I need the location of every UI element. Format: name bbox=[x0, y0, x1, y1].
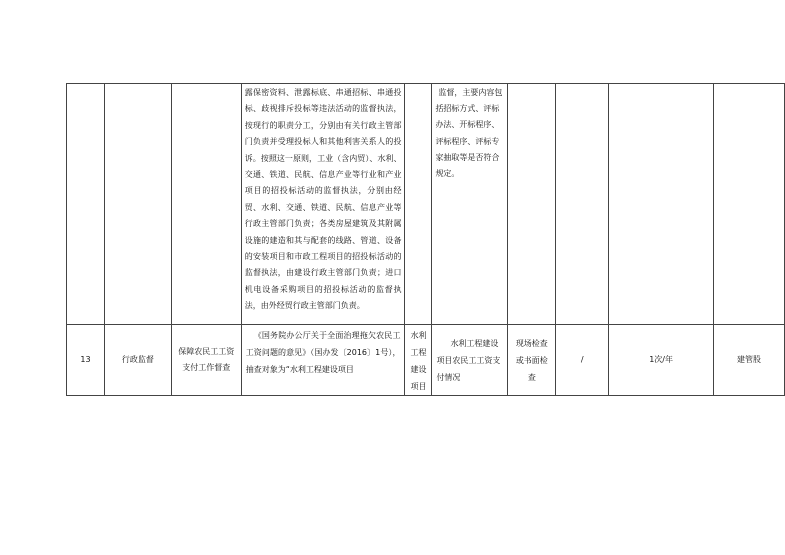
cell-method-empty bbox=[508, 84, 556, 325]
cell-basis: 《国务院办公厅关于全面治理拖欠农民工工资问题的意见》（国办发〔2016〕1号），抽查对象为“水利工程建设项目 bbox=[241, 325, 405, 396]
table-row-13 bbox=[67, 325, 785, 396]
cell-number: 13 bbox=[67, 325, 105, 396]
cell-ratio: / bbox=[556, 325, 609, 396]
cell-content: 水利工程建设项目农民工工资支付情况 bbox=[432, 325, 508, 396]
cell-category: 行政监督 bbox=[104, 325, 171, 396]
cell-content: 监督，主要内容包括招标方式、评标办法、开标程序、评标程序、评标专家抽取等是否符合规定。 bbox=[432, 84, 508, 325]
table-row-continued bbox=[67, 84, 785, 325]
cell-basis: 露保密资料、泄露标底、串通招标、串通投标、歧视排斥投标等违法活动的监督执法，按现行的职责分工，分别由有关行政主管部门负责并受理投标人和其他利害关系人的投诉。按照这一原则，工业（含内贸）、水利、交通、铁道、民航、信息产业等行业和产业项目的招投标活动的监督执法，分别由经贸、水利、交通、铁道、民航、信息产业等行政主管部门负责；各类房屋建筑及其附属设施的建造和其与配套的线路、管道、设备的安装项目和市政工程项目的招投标活动的监督执法，由建设行政主管部门负责；进口机电设备采购项目的招投标活动的监督执法，由外经贸行政主管部门负责。 bbox=[241, 84, 405, 325]
cell-item: 保障农民工工资支付工作督查 bbox=[171, 325, 241, 396]
cell-category-empty bbox=[104, 84, 171, 325]
cell-department-empty bbox=[714, 84, 785, 325]
cell-number-empty bbox=[67, 84, 105, 325]
cell-object: 水利工程建设项目 bbox=[405, 325, 432, 396]
cell-department: 建管股 bbox=[714, 325, 785, 396]
cell-object-empty bbox=[405, 84, 432, 325]
cell-ratio-empty bbox=[556, 84, 609, 325]
inspection-table bbox=[66, 83, 785, 396]
cell-item-empty bbox=[171, 84, 241, 325]
cell-method: 现场检查或书面检查 bbox=[508, 325, 556, 396]
cell-frequency: 1次/年 bbox=[609, 325, 714, 396]
cell-frequency-empty bbox=[609, 84, 714, 325]
